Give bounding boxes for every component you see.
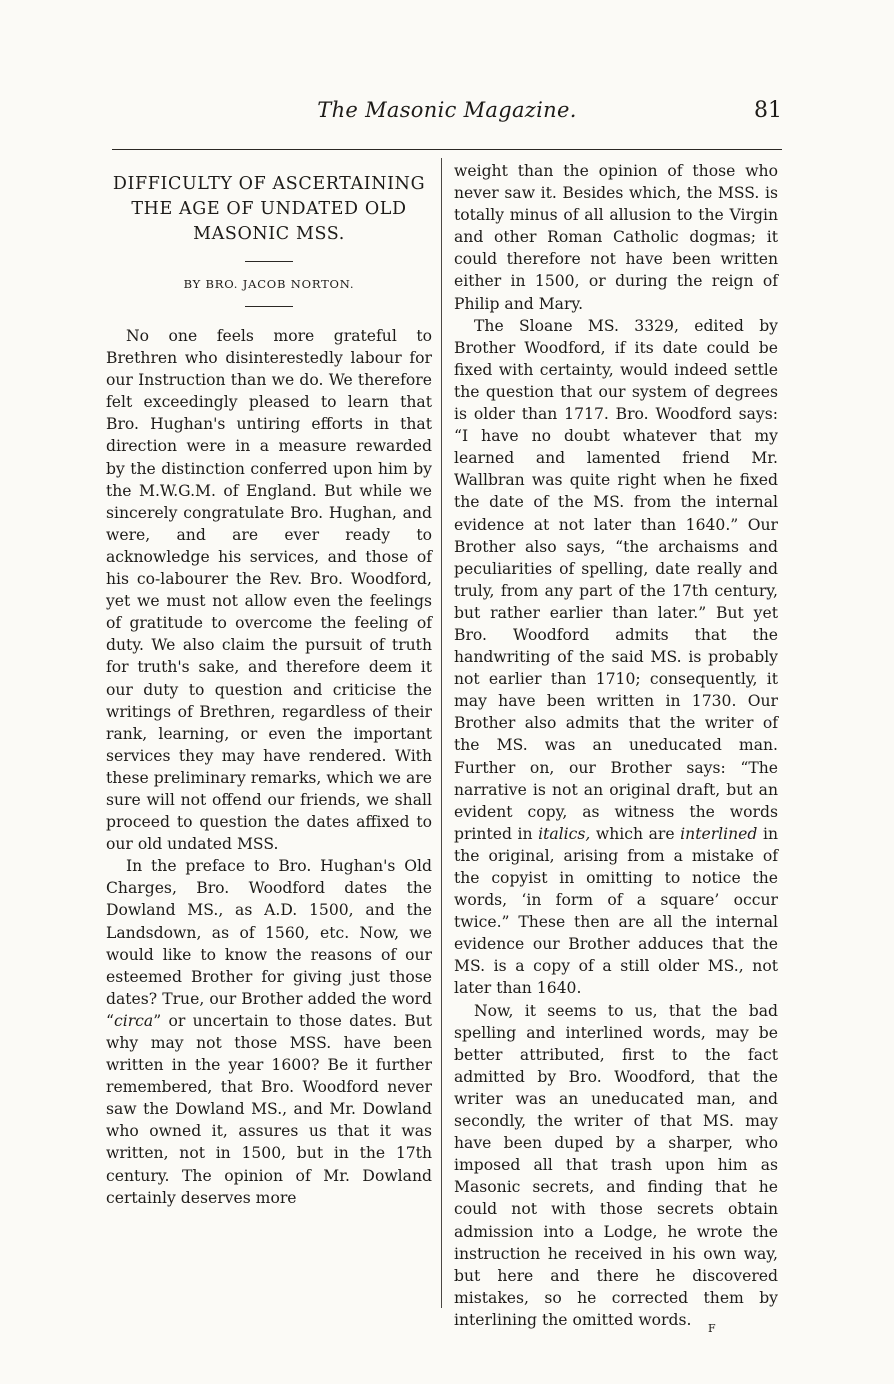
paragraph-2-circa: circa <box>113 1011 154 1030</box>
left-column <box>106 172 432 1209</box>
paragraph-3 <box>454 315 778 1000</box>
paragraph-3-italics-word: italics, <box>538 824 591 843</box>
signature-mark: F <box>708 1322 716 1335</box>
paragraph-3-part-b: in the original, arising from a mistake of the copyist in omitting to notice the words, ‘in form of a square’ occur twice.” These then are all the internal evidence our Brother adduces that the MS. is a copy of a still older MS., not later than 1640. <box>454 824 778 998</box>
column-divider <box>441 158 442 1308</box>
running-header <box>112 98 782 132</box>
paragraph-2-part-a: In the preface to Bro. Hughan's Old Charges, Bro. Woodford dates the Dowland MS., as A.D. 1500, and the Landsdown, as of 1560, etc. Now, we would like to know the reasons of our esteemed Brother for giving just those dates? True, our Brother added the word “ <box>106 857 432 1030</box>
article-byline: BY BRO. JACOB NORTON. <box>183 277 355 291</box>
title-rule <box>245 261 293 262</box>
header-rule <box>112 149 782 150</box>
paragraph-4: Now, it seems to us, that the bad spelling and interlined words, may be better attributed, first to the fact admitted by Bro. Woodford, that the writer was an uneducated man, and secondly, the writer of that MS. may have been duped by a sharper, who imposed all that trash upon him as Masonic secrets, and finding that he could not with those secrets obtain admission into a Lodge, he wrote the instruction he received in his own way, but here and there he discovered mistakes, so he corrected them by interlining the omitted words. <box>454 1001 778 1329</box>
paragraph-2-continued: weight than the opinion of those who never saw it. Besides which, the MSS. is totally minus of all allusion to the Virgin and other Roman Catholic dogmas; it could therefore not have been written either in 1500, or during the reign of Philip and Mary. <box>454 162 778 313</box>
article-title-line-1: DIFFICULTY OF ASCERTAINING <box>112 174 426 194</box>
paragraph-2 <box>106 855 432 1209</box>
paragraph-3-which-are: which are <box>590 824 681 843</box>
article-title-line-2: THE AGE OF UNDATED OLD <box>131 199 407 219</box>
paragraph-3-interlined-word: interlined <box>680 824 758 843</box>
article-title <box>106 172 432 247</box>
running-title: The Masonic Magazine. <box>317 98 577 122</box>
paragraph-1: No one feels more grateful to Brethren who disinterestedly labour for our Instruction than we do. We therefore felt exceedingly pleased to learn that Bro. Hughan's untiring efforts in that direction were in a measure rewarded by the distinction conferred upon him by the M.W.G.M. of England. But while we sincerely congratulate Bro. Hughan, and were, and are ever ready to acknowledge his services, and those of his co-labourer the Rev. Bro. Woodford, yet we must not allow even the feelings of gratitude to overcome the feeling of duty. We also claim the pursuit of truth for truth's sake, and therefore deem it our duty to question and criticise the writings of Brethren, regardless of their rank, learning, or even the important services they may have rendered. With these preliminary remarks, which we are sure will not offend our friends, we shall proceed to question the dates affixed to our old undated MSS. <box>106 327 432 854</box>
right-column <box>454 160 778 1331</box>
article-title-line-3: MASONIC MSS. <box>193 224 345 244</box>
paragraph-2-part-b: ” or uncertain to those dates. But why may not those MSS. have been written in the year 1600? Be it further remembered, that Bro. Woodford never saw the Dowland MS., and Mr. Dowland who owned it, assures us that it was written, not in 1500, but in the 17th century. The opinion of Mr. Dowland certainly deserves more <box>106 1011 432 1207</box>
page-number: 81 <box>754 98 782 123</box>
paragraph-3-part-a: The Sloane MS. 3329, edited by Brother Woodford, if its date could be fixed with certainty, would indeed settle the question that our system of degrees is older than 1717. Bro. Woodford says: “I have no doubt whatever that my learned and lamented friend Mr. Wallbran was quite right when he fixed the date of the MS. from the internal evidence at not later than 1640.” Our Brother also says, “the archaisms and peculiarities of spelling, date really and truly, from any part of the 17th century, but rather earlier than later.” But yet Bro. Woodford admits that the handwriting of the said MS. is probably not earlier than 1710; consequently, it may have been written in 1730. Our Brother also admits that the writer of the MS. was an uneducated man. Further on, our Brother says: “The narrative is not an original draft, but an evident copy, as witness the words printed in <box>454 316 778 843</box>
